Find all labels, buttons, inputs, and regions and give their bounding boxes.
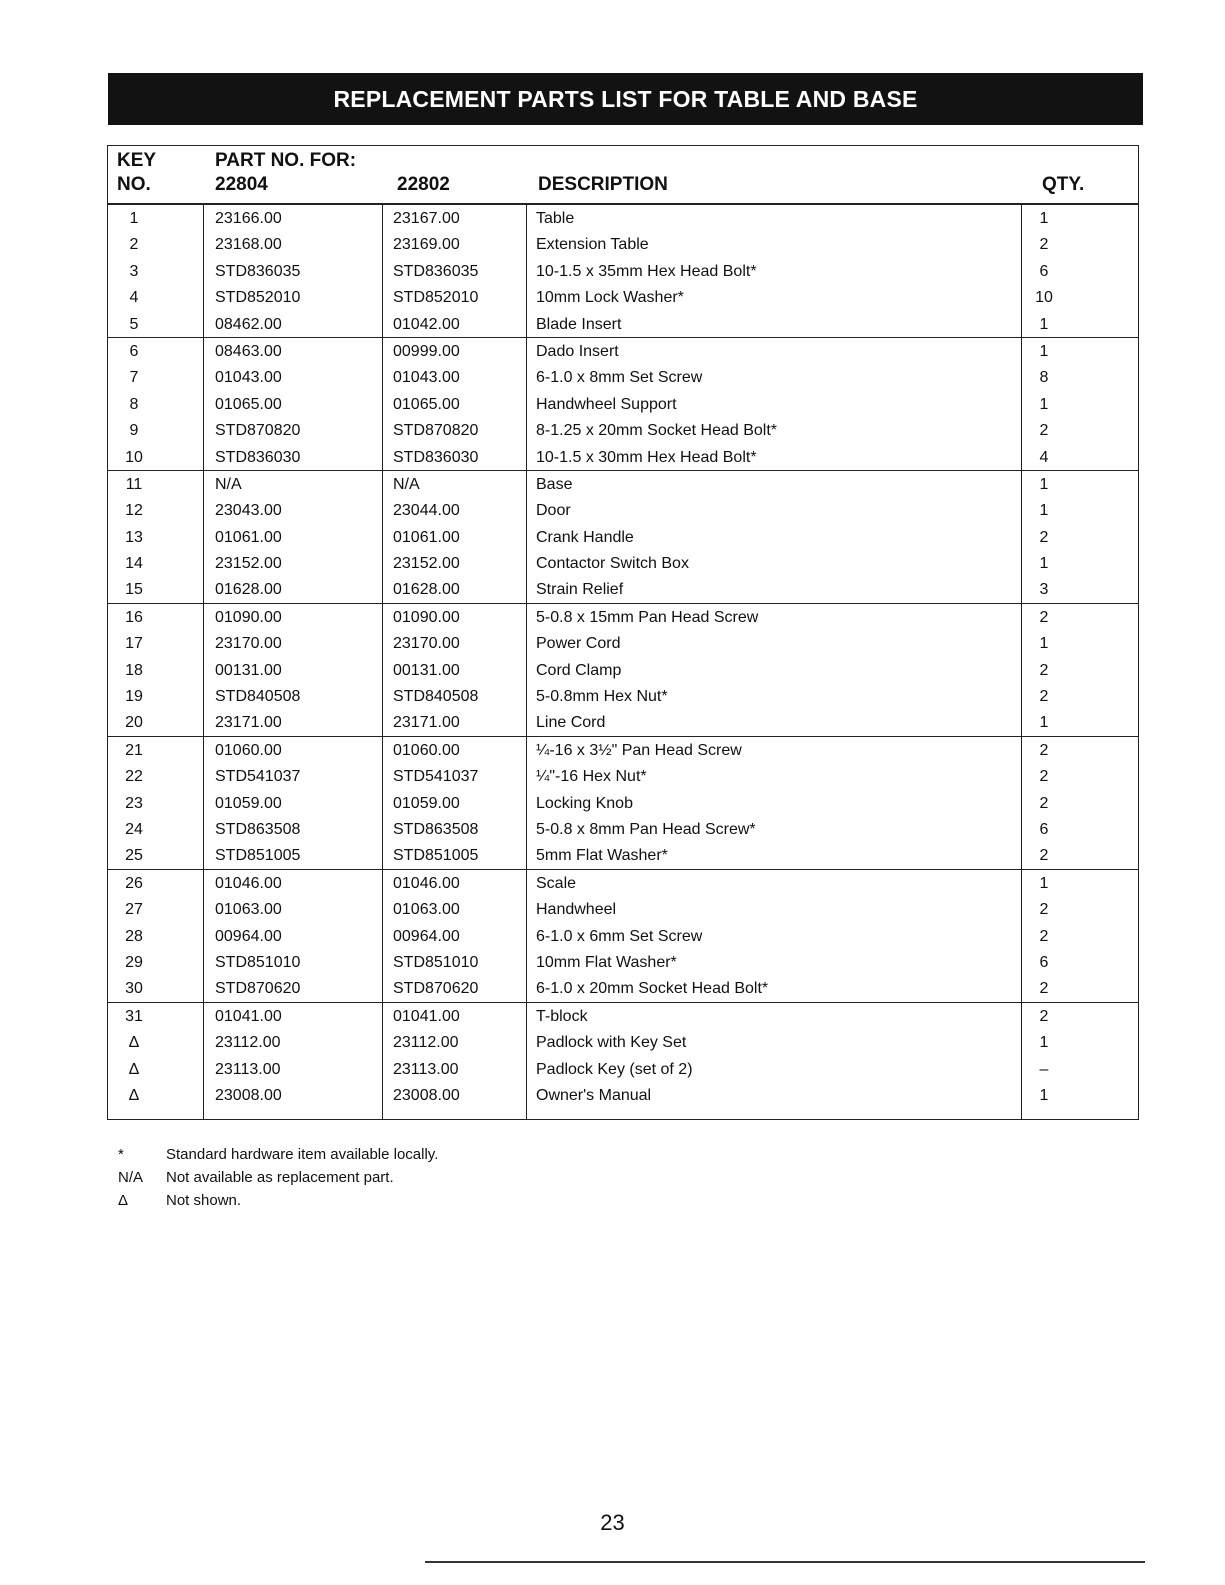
part-no-22804-cell: 08462.00: [215, 315, 282, 333]
part-no-22802-cell: 00964.00: [393, 927, 460, 945]
description-cell: Blade Insert: [536, 315, 622, 333]
qty-cell: 3: [1039, 581, 1049, 599]
qty-cell: 6: [1039, 820, 1049, 838]
page-number: 23: [600, 1510, 625, 1535]
table-row: [108, 284, 1138, 310]
part-no-22802-cell: N/A: [393, 475, 420, 493]
qty-cell: 1: [1039, 315, 1049, 333]
header-key-line1: KEY: [117, 150, 157, 171]
footnote-symbol: Δ: [118, 1192, 129, 1209]
qty-cell: 2: [1039, 901, 1049, 919]
key-cell: 3: [129, 262, 139, 280]
key-cell: 9: [129, 422, 139, 440]
part-no-22802-cell: 01063.00: [393, 901, 460, 919]
part-no-22802-cell: 00131.00: [393, 661, 460, 679]
header-model-a: 22804: [215, 174, 268, 195]
part-no-22804-cell: 23171.00: [215, 714, 282, 732]
qty-cell: 2: [1039, 980, 1049, 998]
key-cell: 10: [125, 448, 143, 466]
part-no-22804-cell: 01628.00: [215, 581, 282, 599]
key-cell: Δ: [128, 1034, 140, 1052]
description-cell: Padlock with Key Set: [536, 1034, 687, 1052]
qty-cell: 6: [1039, 953, 1049, 971]
part-no-22802-cell: STD836030: [393, 448, 479, 466]
table-row: [108, 683, 1138, 709]
part-no-22804-cell: 01060.00: [215, 741, 282, 759]
description-cell: ¼-16 x 3½" Pan Head Screw: [536, 741, 742, 759]
table-row: [108, 471, 1138, 497]
qty-cell: 1: [1039, 342, 1049, 360]
qty-cell: 2: [1039, 236, 1049, 254]
footnote-text: Standard hardware item available locally.: [166, 1146, 439, 1163]
description-cell: 10mm Lock Washer*: [536, 289, 684, 307]
part-no-22802-cell: 01041.00: [393, 1007, 460, 1025]
key-cell: 7: [129, 369, 139, 387]
part-no-22802-cell: 23152.00: [393, 555, 460, 573]
table-row: [108, 417, 1138, 443]
part-no-22804-cell: STD852010: [215, 289, 301, 307]
part-no-22802-cell: 23169.00: [393, 236, 460, 254]
qty-cell: 1: [1039, 1086, 1049, 1104]
description-cell: Padlock Key (set of 2): [536, 1060, 693, 1078]
part-no-22804-cell: STD851005: [215, 847, 301, 865]
qty-cell: 1: [1039, 210, 1049, 227]
table-header: [108, 146, 1138, 205]
qty-cell: 2: [1039, 688, 1049, 706]
qty-cell: 1: [1039, 475, 1049, 493]
key-cell: 17: [125, 635, 143, 653]
part-no-22802-cell: STD870620: [393, 980, 479, 998]
header-key-line2: NO.: [117, 174, 151, 195]
part-no-22802-cell: 01059.00: [393, 794, 460, 812]
footnote-text: Not shown.: [166, 1192, 242, 1209]
header-qty: QTY.: [1042, 174, 1085, 195]
table-row: [108, 1082, 1138, 1108]
part-no-22802-cell: 01060.00: [393, 741, 460, 759]
description-cell: Locking Knob: [536, 794, 633, 812]
description-cell: Table: [536, 210, 575, 227]
part-no-22804-cell: 01041.00: [215, 1007, 282, 1025]
part-no-22804-cell: STD836035: [215, 262, 301, 280]
table-row: [108, 630, 1138, 656]
table-row: [108, 258, 1138, 284]
table-row: [108, 364, 1138, 390]
key-cell: Δ: [128, 1060, 140, 1078]
part-no-22804-cell: 01043.00: [215, 369, 282, 387]
part-no-22802-cell: 01043.00: [393, 369, 460, 387]
part-no-22802-cell: STD836035: [393, 262, 479, 280]
part-no-22802-cell: 23044.00: [393, 502, 460, 520]
table-row: [108, 497, 1138, 523]
description-cell: 6-1.0 x 8mm Set Screw: [536, 369, 703, 387]
table-row: [108, 870, 1138, 896]
key-cell: 28: [125, 927, 143, 945]
qty-cell: 2: [1039, 422, 1049, 440]
row-group: [108, 1003, 1138, 1109]
part-no-22804-cell: 01059.00: [215, 794, 282, 812]
part-no-22802-cell: 23112.00: [393, 1034, 459, 1052]
part-no-22802-cell: 01628.00: [393, 581, 460, 599]
description-cell: Base: [536, 475, 573, 493]
key-cell: 22: [125, 768, 143, 786]
key-cell: 11: [125, 475, 143, 493]
part-no-22802-cell: STD840508: [393, 688, 479, 706]
description-cell: Contactor Switch Box: [536, 555, 689, 573]
table-row: [108, 231, 1138, 257]
key-cell: 20: [125, 714, 143, 732]
part-no-22804-cell: STD851010: [215, 953, 301, 971]
table-row: [108, 391, 1138, 417]
key-cell: 1: [129, 210, 139, 227]
table-row: [108, 1003, 1138, 1029]
description-cell: Owner's Manual: [536, 1086, 652, 1104]
key-cell: 2: [129, 236, 139, 254]
part-no-22802-cell: STD870820: [393, 422, 479, 440]
description-cell: 8-1.25 x 20mm Socket Head Bolt*: [536, 422, 778, 440]
part-no-22804-cell: 08463.00: [215, 342, 282, 360]
description-cell: 10-1.5 x 35mm Hex Head Bolt*: [536, 262, 757, 280]
part-no-22804-cell: STD836030: [215, 448, 301, 466]
qty-cell: 2: [1039, 741, 1049, 759]
key-cell: 29: [125, 953, 143, 971]
qty-cell: 1: [1039, 502, 1049, 520]
bottom-rule: [425, 1561, 1145, 1563]
table-row: [108, 205, 1138, 231]
table-row: [108, 1056, 1138, 1082]
description-cell: Crank Handle: [536, 528, 634, 546]
table-row: [108, 737, 1138, 763]
key-cell: 23: [125, 794, 143, 812]
qty-cell: 6: [1039, 262, 1049, 280]
key-cell: 18: [125, 661, 143, 679]
row-group: [108, 471, 1138, 604]
table-row: [108, 763, 1138, 789]
header-model-b: 22802: [397, 174, 450, 195]
row-groups: [108, 205, 1138, 1108]
qty-cell: –: [1039, 1060, 1049, 1078]
key-cell: 4: [129, 289, 139, 307]
part-no-22804-cell: 00964.00: [215, 927, 282, 945]
part-no-22804-cell: 23043.00: [215, 502, 282, 520]
key-cell: 19: [125, 688, 143, 706]
part-no-22802-cell: 01042.00: [393, 315, 460, 333]
key-cell: 16: [125, 608, 143, 626]
header-description: DESCRIPTION: [538, 174, 668, 195]
row-group: [108, 737, 1138, 870]
qty-cell: 2: [1039, 847, 1049, 865]
description-cell: Line Cord: [536, 714, 606, 732]
description-cell: 5-0.8mm Hex Nut*: [536, 688, 668, 706]
table-row: [108, 524, 1138, 550]
part-no-22804-cell: STD863508: [215, 820, 301, 838]
description-cell: T-block: [536, 1007, 588, 1025]
table-row: [108, 816, 1138, 842]
qty-cell: 2: [1039, 1007, 1049, 1025]
qty-cell: 1: [1039, 1034, 1049, 1052]
page-title: REPLACEMENT PARTS LIST FOR TABLE AND BASE: [108, 73, 1143, 125]
qty-cell: 10: [1035, 289, 1053, 307]
qty-cell: 1: [1039, 635, 1049, 653]
qty-cell: 1: [1039, 395, 1049, 413]
part-no-22804-cell: 23152.00: [215, 555, 282, 573]
table-row: [108, 975, 1138, 1001]
key-cell: 8: [129, 395, 139, 413]
part-no-22802-cell: STD863508: [393, 820, 479, 838]
description-cell: Dado Insert: [536, 342, 619, 360]
table-row: [108, 550, 1138, 576]
part-no-22804-cell: 01046.00: [215, 874, 282, 892]
qty-cell: 2: [1039, 927, 1049, 945]
table-row: [108, 657, 1138, 683]
description-cell: 10-1.5 x 30mm Hex Head Bolt*: [536, 448, 757, 466]
part-no-22804-cell: 01090.00: [215, 608, 282, 626]
description-cell: Handwheel Support: [536, 395, 677, 413]
part-no-22804-cell: STD541037: [215, 768, 301, 786]
description-cell: Power Cord: [536, 635, 621, 653]
part-no-22804-cell: 01061.00: [215, 528, 282, 546]
description-cell: Cord Clamp: [536, 661, 622, 679]
table-body: [108, 205, 1138, 1119]
row-group: [108, 870, 1138, 1003]
part-no-22804-cell: STD870820: [215, 422, 301, 440]
key-cell: 15: [125, 581, 143, 599]
part-no-22802-cell: 01061.00: [393, 528, 460, 546]
table-row: [108, 338, 1138, 364]
parts-table: [107, 145, 1139, 1120]
key-cell: Δ: [128, 1086, 140, 1104]
table-row: [108, 1029, 1138, 1055]
table-row: [108, 923, 1138, 949]
part-no-22804-cell: 23166.00: [215, 210, 282, 227]
key-cell: 13: [125, 528, 143, 546]
part-no-22802-cell: STD541037: [393, 768, 479, 786]
table-row: [108, 790, 1138, 816]
key-cell: 24: [125, 820, 143, 838]
footnote-symbol: N/A: [118, 1169, 144, 1186]
description-cell: 6-1.0 x 6mm Set Screw: [536, 927, 703, 945]
part-no-22804-cell: 01063.00: [215, 901, 282, 919]
part-no-22802-cell: 01065.00: [393, 395, 460, 413]
qty-cell: 8: [1039, 369, 1049, 387]
key-cell: 6: [129, 342, 139, 360]
footnote-text: Not available as replacement part.: [166, 1169, 394, 1186]
key-cell: 21: [125, 741, 143, 759]
part-no-22804-cell: N/A: [215, 475, 242, 493]
part-no-22804-cell: STD840508: [215, 688, 301, 706]
table-row: [108, 896, 1138, 922]
row-group: [108, 338, 1138, 471]
key-cell: 5: [129, 315, 139, 333]
part-no-22804-cell: 23113.00: [215, 1060, 281, 1078]
qty-cell: 2: [1039, 608, 1049, 626]
key-cell: 27: [125, 901, 143, 919]
part-no-22802-cell: 23008.00: [393, 1086, 460, 1104]
part-no-22802-cell: STD851010: [393, 953, 479, 971]
table-row: [108, 949, 1138, 975]
description-cell: Door: [536, 502, 571, 520]
key-cell: 12: [125, 502, 143, 520]
description-cell: 5mm Flat Washer*: [536, 847, 668, 865]
description-cell: ¼"-16 Hex Nut*: [536, 768, 647, 786]
header-partno-label: PART NO. FOR:: [215, 150, 357, 171]
row-group: [108, 604, 1138, 737]
qty-cell: 1: [1039, 714, 1049, 732]
table-row: [108, 444, 1138, 470]
key-cell: 25: [125, 847, 143, 865]
row-group: [108, 205, 1138, 338]
key-cell: 26: [125, 874, 143, 892]
qty-cell: 1: [1039, 555, 1049, 573]
qty-cell: 4: [1039, 448, 1049, 466]
part-no-22802-cell: 23171.00: [393, 714, 460, 732]
table-row: [108, 311, 1138, 337]
table-row: [108, 576, 1138, 602]
qty-cell: 2: [1039, 794, 1049, 812]
description-cell: Strain Relief: [536, 581, 624, 599]
part-no-22802-cell: 23113.00: [393, 1060, 459, 1078]
footnote-symbol: *: [118, 1146, 124, 1163]
part-no-22802-cell: 23167.00: [393, 210, 460, 227]
qty-cell: 2: [1039, 661, 1049, 679]
part-no-22804-cell: 23112.00: [215, 1034, 281, 1052]
part-no-22802-cell: 01046.00: [393, 874, 460, 892]
table-row: [108, 842, 1138, 868]
description-cell: 5-0.8 x 8mm Pan Head Screw*: [536, 820, 756, 838]
description-cell: 5-0.8 x 15mm Pan Head Screw: [536, 608, 759, 626]
description-cell: Extension Table: [536, 236, 649, 254]
part-no-22804-cell: 23170.00: [215, 635, 282, 653]
part-no-22804-cell: 23168.00: [215, 236, 282, 254]
part-no-22804-cell: 00131.00: [215, 661, 282, 679]
key-cell: 14: [125, 555, 143, 573]
table-row: [108, 604, 1138, 630]
key-cell: 30: [125, 980, 143, 998]
qty-cell: 2: [1039, 768, 1049, 786]
description-cell: Scale: [536, 874, 577, 892]
part-no-22802-cell: 23170.00: [393, 635, 460, 653]
part-no-22802-cell: STD851005: [393, 847, 479, 865]
part-no-22804-cell: 01065.00: [215, 395, 282, 413]
key-cell: 31: [125, 1007, 143, 1025]
part-no-22802-cell: STD852010: [393, 289, 479, 307]
description-cell: 6-1.0 x 20mm Socket Head Bolt*: [536, 980, 769, 998]
part-no-22804-cell: STD870620: [215, 980, 301, 998]
qty-cell: 2: [1039, 528, 1049, 546]
part-no-22804-cell: 23008.00: [215, 1086, 282, 1104]
table-row: [108, 709, 1138, 735]
part-no-22802-cell: 01090.00: [393, 608, 460, 626]
part-no-22802-cell: 00999.00: [393, 342, 460, 360]
description-cell: Handwheel: [536, 901, 617, 919]
description-cell: 10mm Flat Washer*: [536, 953, 677, 971]
qty-cell: 1: [1039, 874, 1049, 892]
